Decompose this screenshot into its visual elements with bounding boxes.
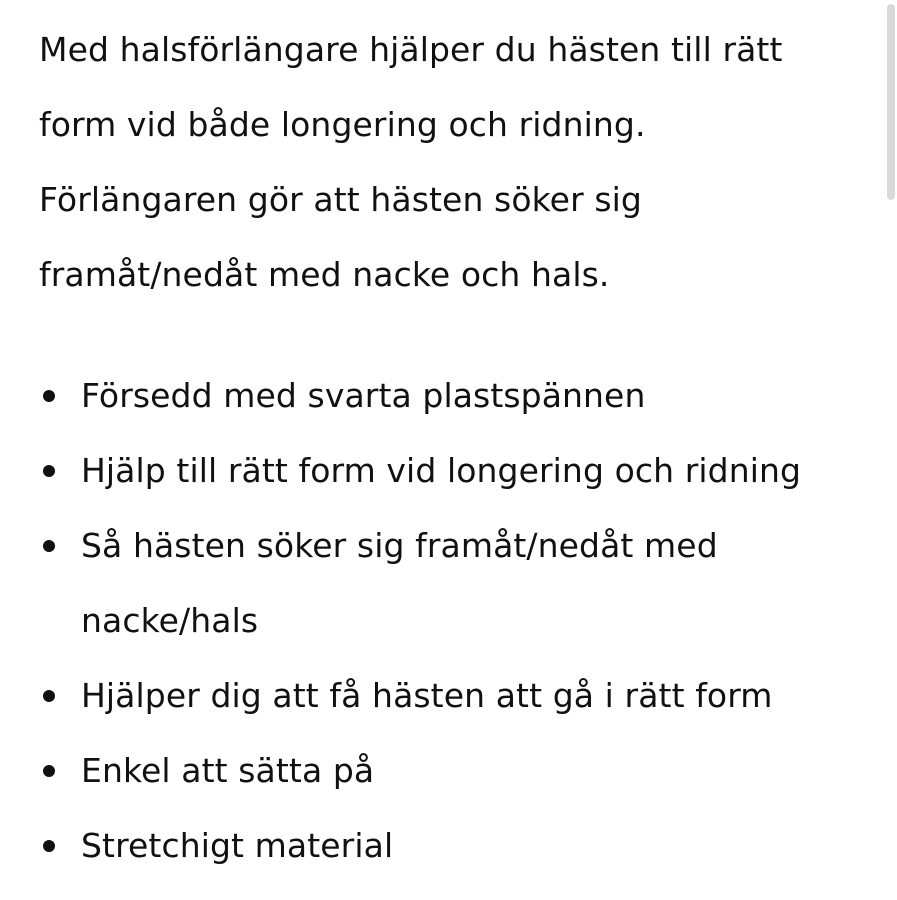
product-description bbox=[39, 12, 859, 865]
feature-text: Så hästen söker sig framåt/nedåt med nacke/hals bbox=[81, 526, 718, 640]
feature-item bbox=[39, 358, 859, 433]
bullet-icon bbox=[43, 540, 55, 552]
bullet-icon bbox=[43, 765, 55, 777]
intro-line: Förlängaren gör att hästen söker sig bbox=[39, 180, 642, 219]
feature-text: Hjälper dig att få hästen att gå i rätt form bbox=[81, 676, 773, 715]
intro-line: form vid både longering och ridning. bbox=[39, 105, 646, 144]
feature-item bbox=[39, 733, 859, 808]
scrollbar-thumb[interactable] bbox=[887, 4, 895, 200]
feature-item bbox=[39, 508, 859, 658]
bullet-icon bbox=[43, 390, 55, 402]
feature-text: Stretchigt material bbox=[81, 826, 394, 865]
intro-line: Med halsförlängare hjälper du hästen till rätt bbox=[39, 30, 783, 69]
feature-item bbox=[39, 433, 859, 508]
feature-item bbox=[39, 808, 859, 883]
intro-line: framåt/nedåt med nacke och hals. bbox=[39, 255, 610, 294]
bullet-icon bbox=[43, 465, 55, 477]
feature-text: Försedd med svarta plastspännen bbox=[81, 376, 646, 415]
feature-text: Enkel att sätta på bbox=[81, 751, 375, 790]
bullet-icon bbox=[43, 840, 55, 852]
bullet-icon bbox=[43, 690, 55, 702]
intro-paragraph bbox=[39, 12, 859, 312]
feature-list bbox=[39, 358, 859, 883]
feature-text: Hjälp till rätt form vid longering och ridning bbox=[81, 451, 802, 490]
vertical-scrollbar[interactable] bbox=[883, 0, 897, 900]
feature-item bbox=[39, 658, 859, 733]
